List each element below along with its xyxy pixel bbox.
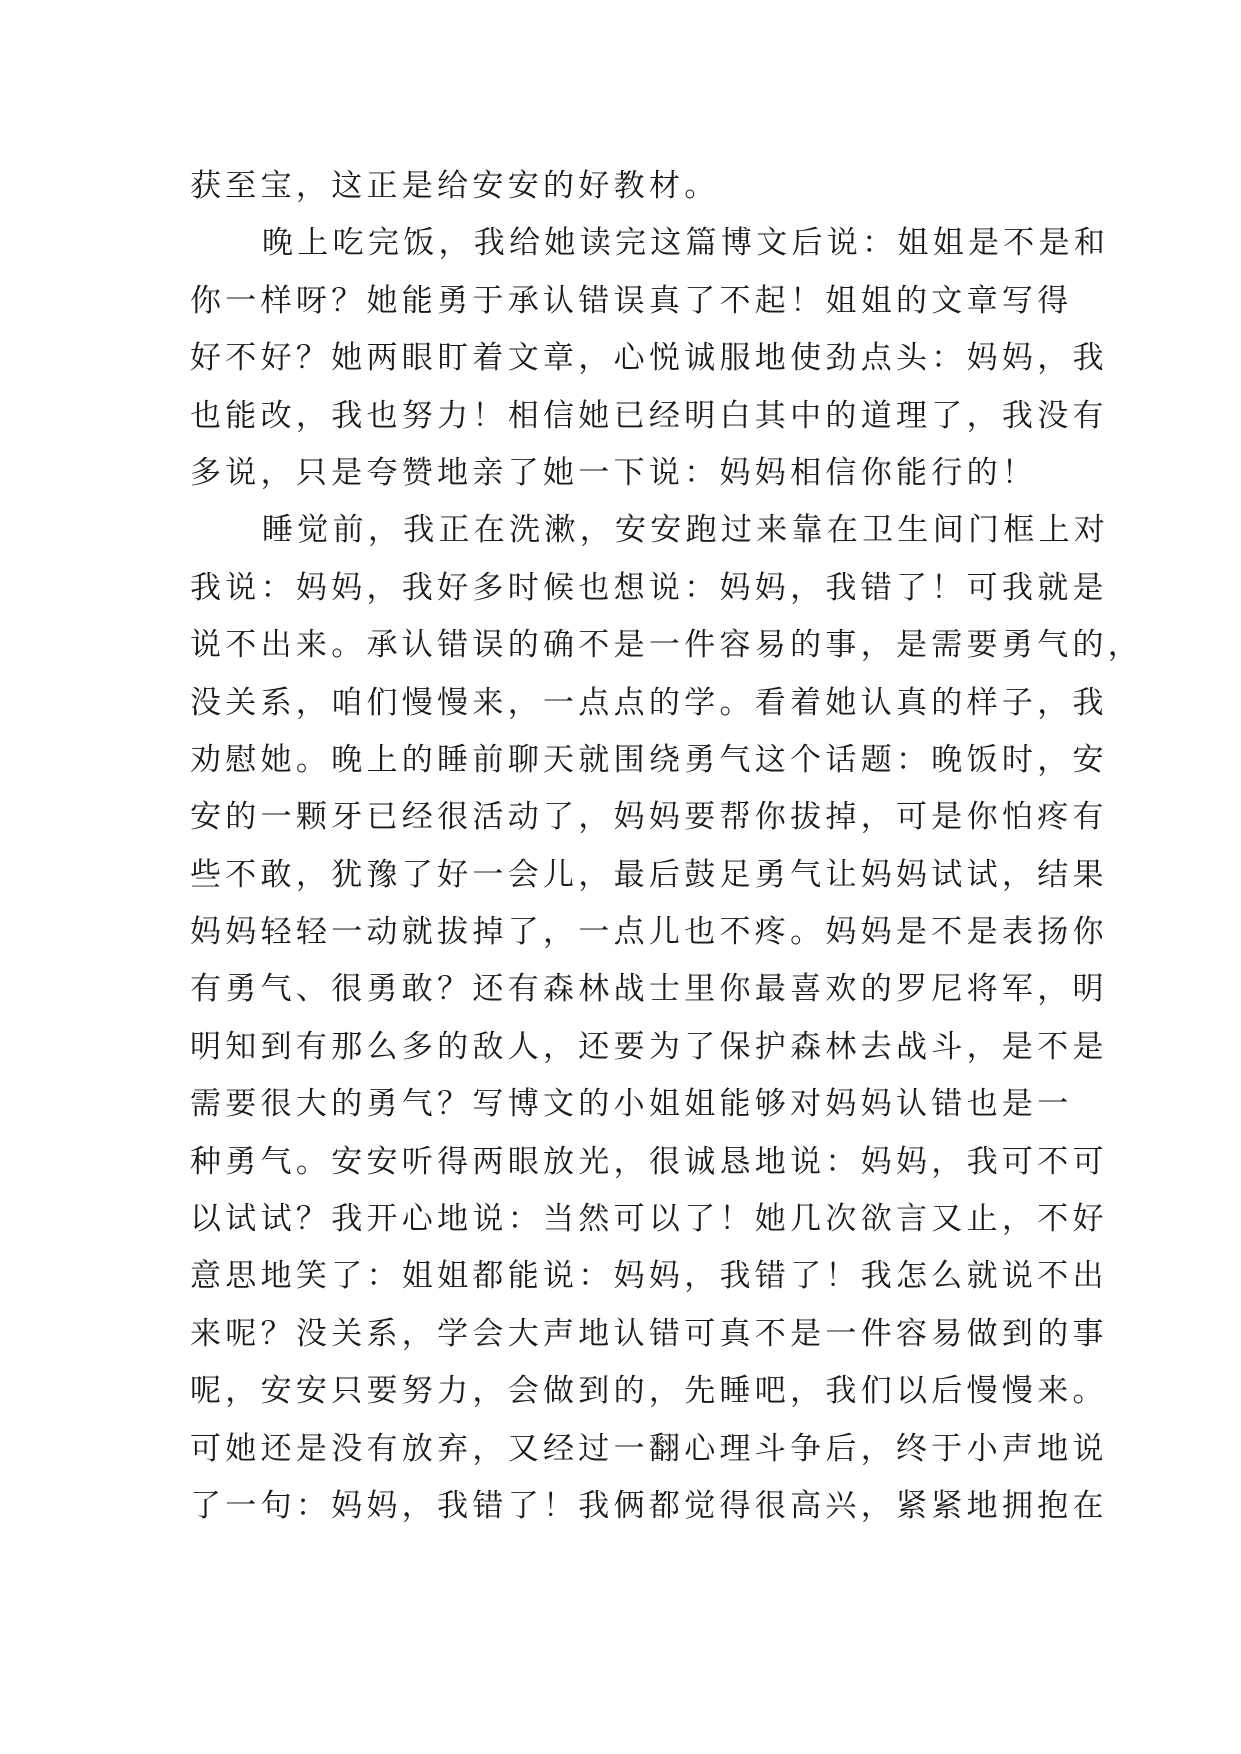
- text-line: 也能改，我也努力！相信她已经明白其中的道理了，我没有: [190, 397, 1108, 434]
- text-line: 意思地笑了：姐姐都能说：妈妈，我错了！我怎么就说不出: [190, 1258, 1108, 1295]
- text-line: 我说：妈妈，我好多时候也想说：妈妈，我错了！可我就是: [190, 569, 1108, 606]
- text-line: 劝慰她。晚上的睡前聊天就围绕勇气这个话题：晚饭时，安: [190, 741, 1108, 778]
- text-line: 有勇气、很勇敢？还有森林战士里你最喜欢的罗尼将军，明: [190, 971, 1108, 1008]
- text-line: 多说，只是夸赞地亲了她一下说：妈妈相信你能行的！: [190, 454, 1038, 491]
- text-line: 没关系，咱们慢慢来，一点点的学。看着她认真的样子，我: [190, 684, 1108, 721]
- text-line: 些不敢，犹豫了好一会儿，最后鼓足勇气让妈妈试试，结果: [190, 856, 1108, 893]
- text-line: 睡觉前，我正在洗漱，安安跑过来靠在卫生间门框上对: [262, 512, 1110, 549]
- text-line: 可她还是没有放弃，又经过一翻心理斗争后，终于小声地说: [190, 1430, 1108, 1467]
- text-line: 来呢？没关系，学会大声地认错可真不是一件容易做到的事: [190, 1315, 1108, 1352]
- text-line: 获至宝，这正是给安安的好教材。: [190, 168, 720, 204]
- text-line: 安的一颗牙已经很活动了，妈妈要帮你拔掉，可是你怕疼有: [190, 799, 1108, 836]
- text-line: 了一句：妈妈，我错了！我俩都觉得很高兴，紧紧地拥抱在: [190, 1487, 1108, 1524]
- body-text: [190, 158, 1144, 1535]
- text-line: 明知到有那么多的敌人，还要为了保护森林去战斗，是不是: [190, 1028, 1108, 1065]
- text-line: 说不出来。承认错误的确不是一件容易的事，是需要勇气的，: [190, 627, 1144, 664]
- text-line: 妈妈轻轻一动就拔掉了，一点儿也不疼。妈妈是不是表扬你: [190, 914, 1108, 951]
- text-line: 以试试？我开心地说：当然可以了！她几次欲言又止，不好: [190, 1201, 1108, 1238]
- text-line: 晚上吃完饭，我给她读完这篇博文后说：姐姐是不是和: [262, 225, 1110, 262]
- text-line: 呢，安安只要努力，会做到的，先睡吧，我们以后慢慢来。: [190, 1373, 1108, 1410]
- text-line: 种勇气。安安听得两眼放光，很诚恳地说：妈妈，我可不可: [190, 1143, 1108, 1180]
- text-line: 你一样呀？她能勇于承认错误真了不起！姐姐的文章写得: [190, 282, 1073, 319]
- text-line: 需要很大的勇气？写博文的小姐姐能够对妈妈认错也是一: [190, 1086, 1073, 1123]
- text-line: 好不好？她两眼盯着文章，心悦诚服地使劲点头：妈妈，我: [190, 340, 1108, 377]
